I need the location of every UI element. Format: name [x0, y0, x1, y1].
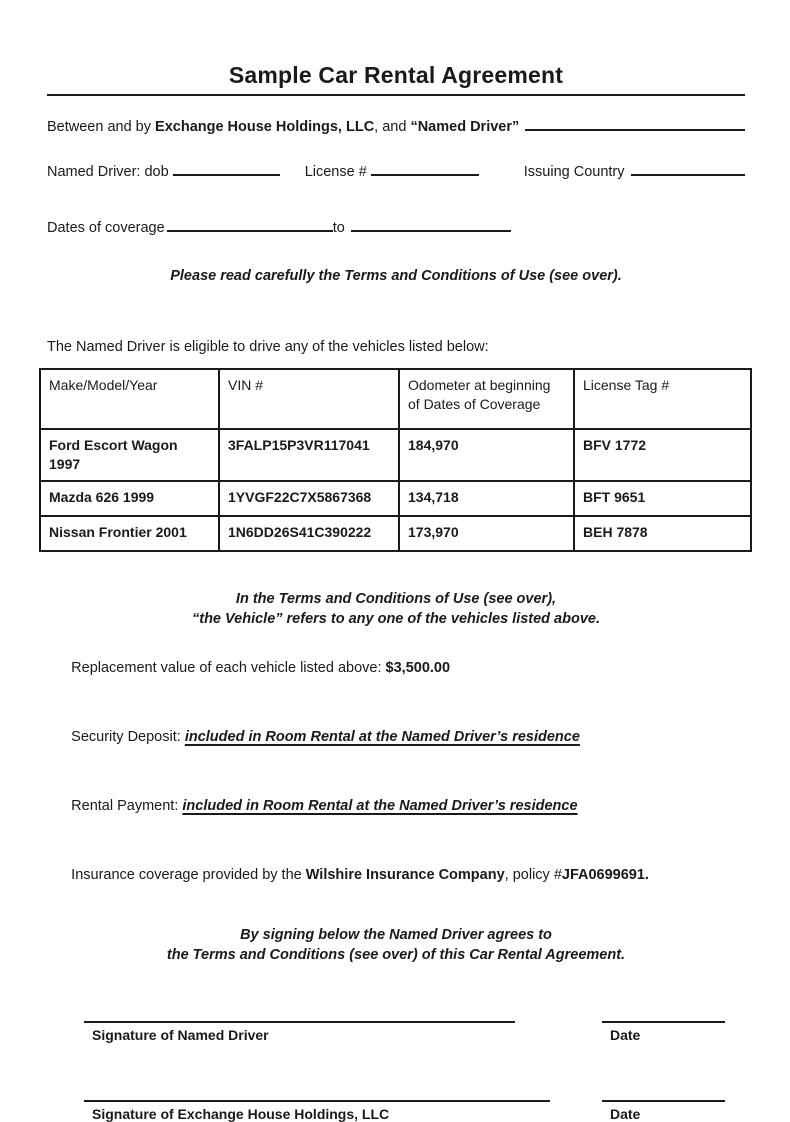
table-cell: 1N6DD26S41C390222 — [219, 516, 399, 551]
replacement-value-line — [47, 644, 745, 692]
table-cell: 184,970 — [399, 429, 574, 481]
table-header-row — [40, 369, 751, 429]
table-row — [40, 516, 751, 551]
coverage-to-blank — [351, 217, 511, 232]
vehicles-intro: The Named Driver is eligible to drive any of the vehicles listed below: — [47, 339, 489, 355]
company-signature-label: Signature of Exchange House Holdings, LLC — [92, 1105, 390, 1122]
issuing-country-blank — [631, 161, 745, 176]
table-cell: 134,718 — [399, 481, 574, 516]
company-signature-block — [84, 1100, 725, 1122]
insurance-policy-number: JFA0699691. — [561, 866, 649, 883]
table-cell: 173,970 — [399, 516, 574, 551]
table-cell: 1YVGF22C7X5867368 — [219, 481, 399, 516]
security-deposit-line — [47, 713, 745, 761]
rental-payment-line — [47, 782, 745, 830]
column-header-vin: VIN # — [219, 369, 399, 429]
table-cell: Nissan Frontier 2001 — [40, 516, 219, 551]
column-header-make: Make/Model/Year — [40, 369, 219, 429]
replacement-label: Replacement value of each vehicle listed above: — [71, 659, 386, 676]
date-label: Date — [610, 1026, 641, 1043]
vehicle-table — [39, 368, 752, 552]
parties-prefix: Between and by — [47, 119, 156, 135]
column-header-odometer: Odometer at beginning of Dates of Coverage — [399, 369, 574, 429]
page-title: Sample Car Rental Agreement — [228, 62, 564, 88]
security-deposit-value: included in Room Rental at the Named Driver’s residence — [184, 728, 580, 745]
date-label: Date — [610, 1105, 641, 1122]
license-label: License # — [304, 164, 367, 180]
signature-section — [47, 1021, 745, 1122]
table-cell: BEH 7878 — [574, 516, 751, 551]
signing-note-line1: By signing below the Named Driver agrees to — [240, 926, 552, 943]
coverage-to-label: to — [332, 220, 345, 236]
company-name: Exchange House Holdings, LLC — [155, 119, 375, 135]
insurance-middle: , policy # — [504, 866, 562, 883]
table-row — [40, 481, 751, 516]
rental-payment-value: included in Room Rental at the Named Driver’s residence — [182, 797, 578, 814]
driver-details-line — [47, 161, 745, 180]
terms-note — [47, 589, 745, 629]
terms-note-line1: In the Terms and Conditions of Use (see over), — [235, 590, 557, 607]
license-blank — [371, 161, 479, 176]
title-rule — [47, 94, 745, 96]
table-row — [40, 429, 751, 481]
driver-signature-block — [84, 1021, 725, 1043]
signing-note — [47, 925, 745, 965]
named-driver-term: “Named Driver” — [410, 119, 520, 135]
signing-note-line2: the Terms and Conditions (see over) of this Car Rental Agreement. — [166, 946, 626, 963]
parties-line — [47, 116, 745, 135]
coverage-dates-line — [47, 217, 745, 236]
rental-payment-label: Rental Payment: — [71, 797, 183, 814]
replacement-value: $3,500.00 — [385, 659, 451, 676]
coverage-from-blank — [167, 217, 333, 232]
table-cell: Mazda 626 1999 — [40, 481, 219, 516]
column-header-license-tag: License Tag # — [574, 369, 751, 429]
dob-label: Named Driver: dob — [47, 164, 169, 180]
table-cell: 3FALP15P3VR117041 — [219, 429, 399, 481]
parties-middle: , and — [374, 119, 411, 135]
insurance-prefix: Insurance coverage provided by the — [71, 866, 306, 883]
table-cell: BFT 9651 — [574, 481, 751, 516]
security-deposit-label: Security Deposit: — [71, 728, 185, 745]
insurance-line — [47, 851, 745, 899]
read-carefully-notice: Please read carefully the Terms and Conditions of Use (see over). — [170, 268, 622, 284]
named-driver-blank — [525, 116, 745, 131]
table-cell: Ford Escort Wagon 1997 — [40, 429, 219, 481]
issuing-country-label: Issuing Country — [523, 164, 625, 180]
driver-signature-label: Signature of Named Driver — [92, 1026, 269, 1043]
insurance-company: Wilshire Insurance Company — [305, 866, 505, 883]
dob-blank — [173, 161, 280, 176]
table-cell: BFV 1772 — [574, 429, 751, 481]
coverage-label: Dates of coverage — [47, 220, 165, 236]
terms-note-line2: “the Vehicle” refers to any one of the vehicles listed above. — [191, 610, 600, 627]
